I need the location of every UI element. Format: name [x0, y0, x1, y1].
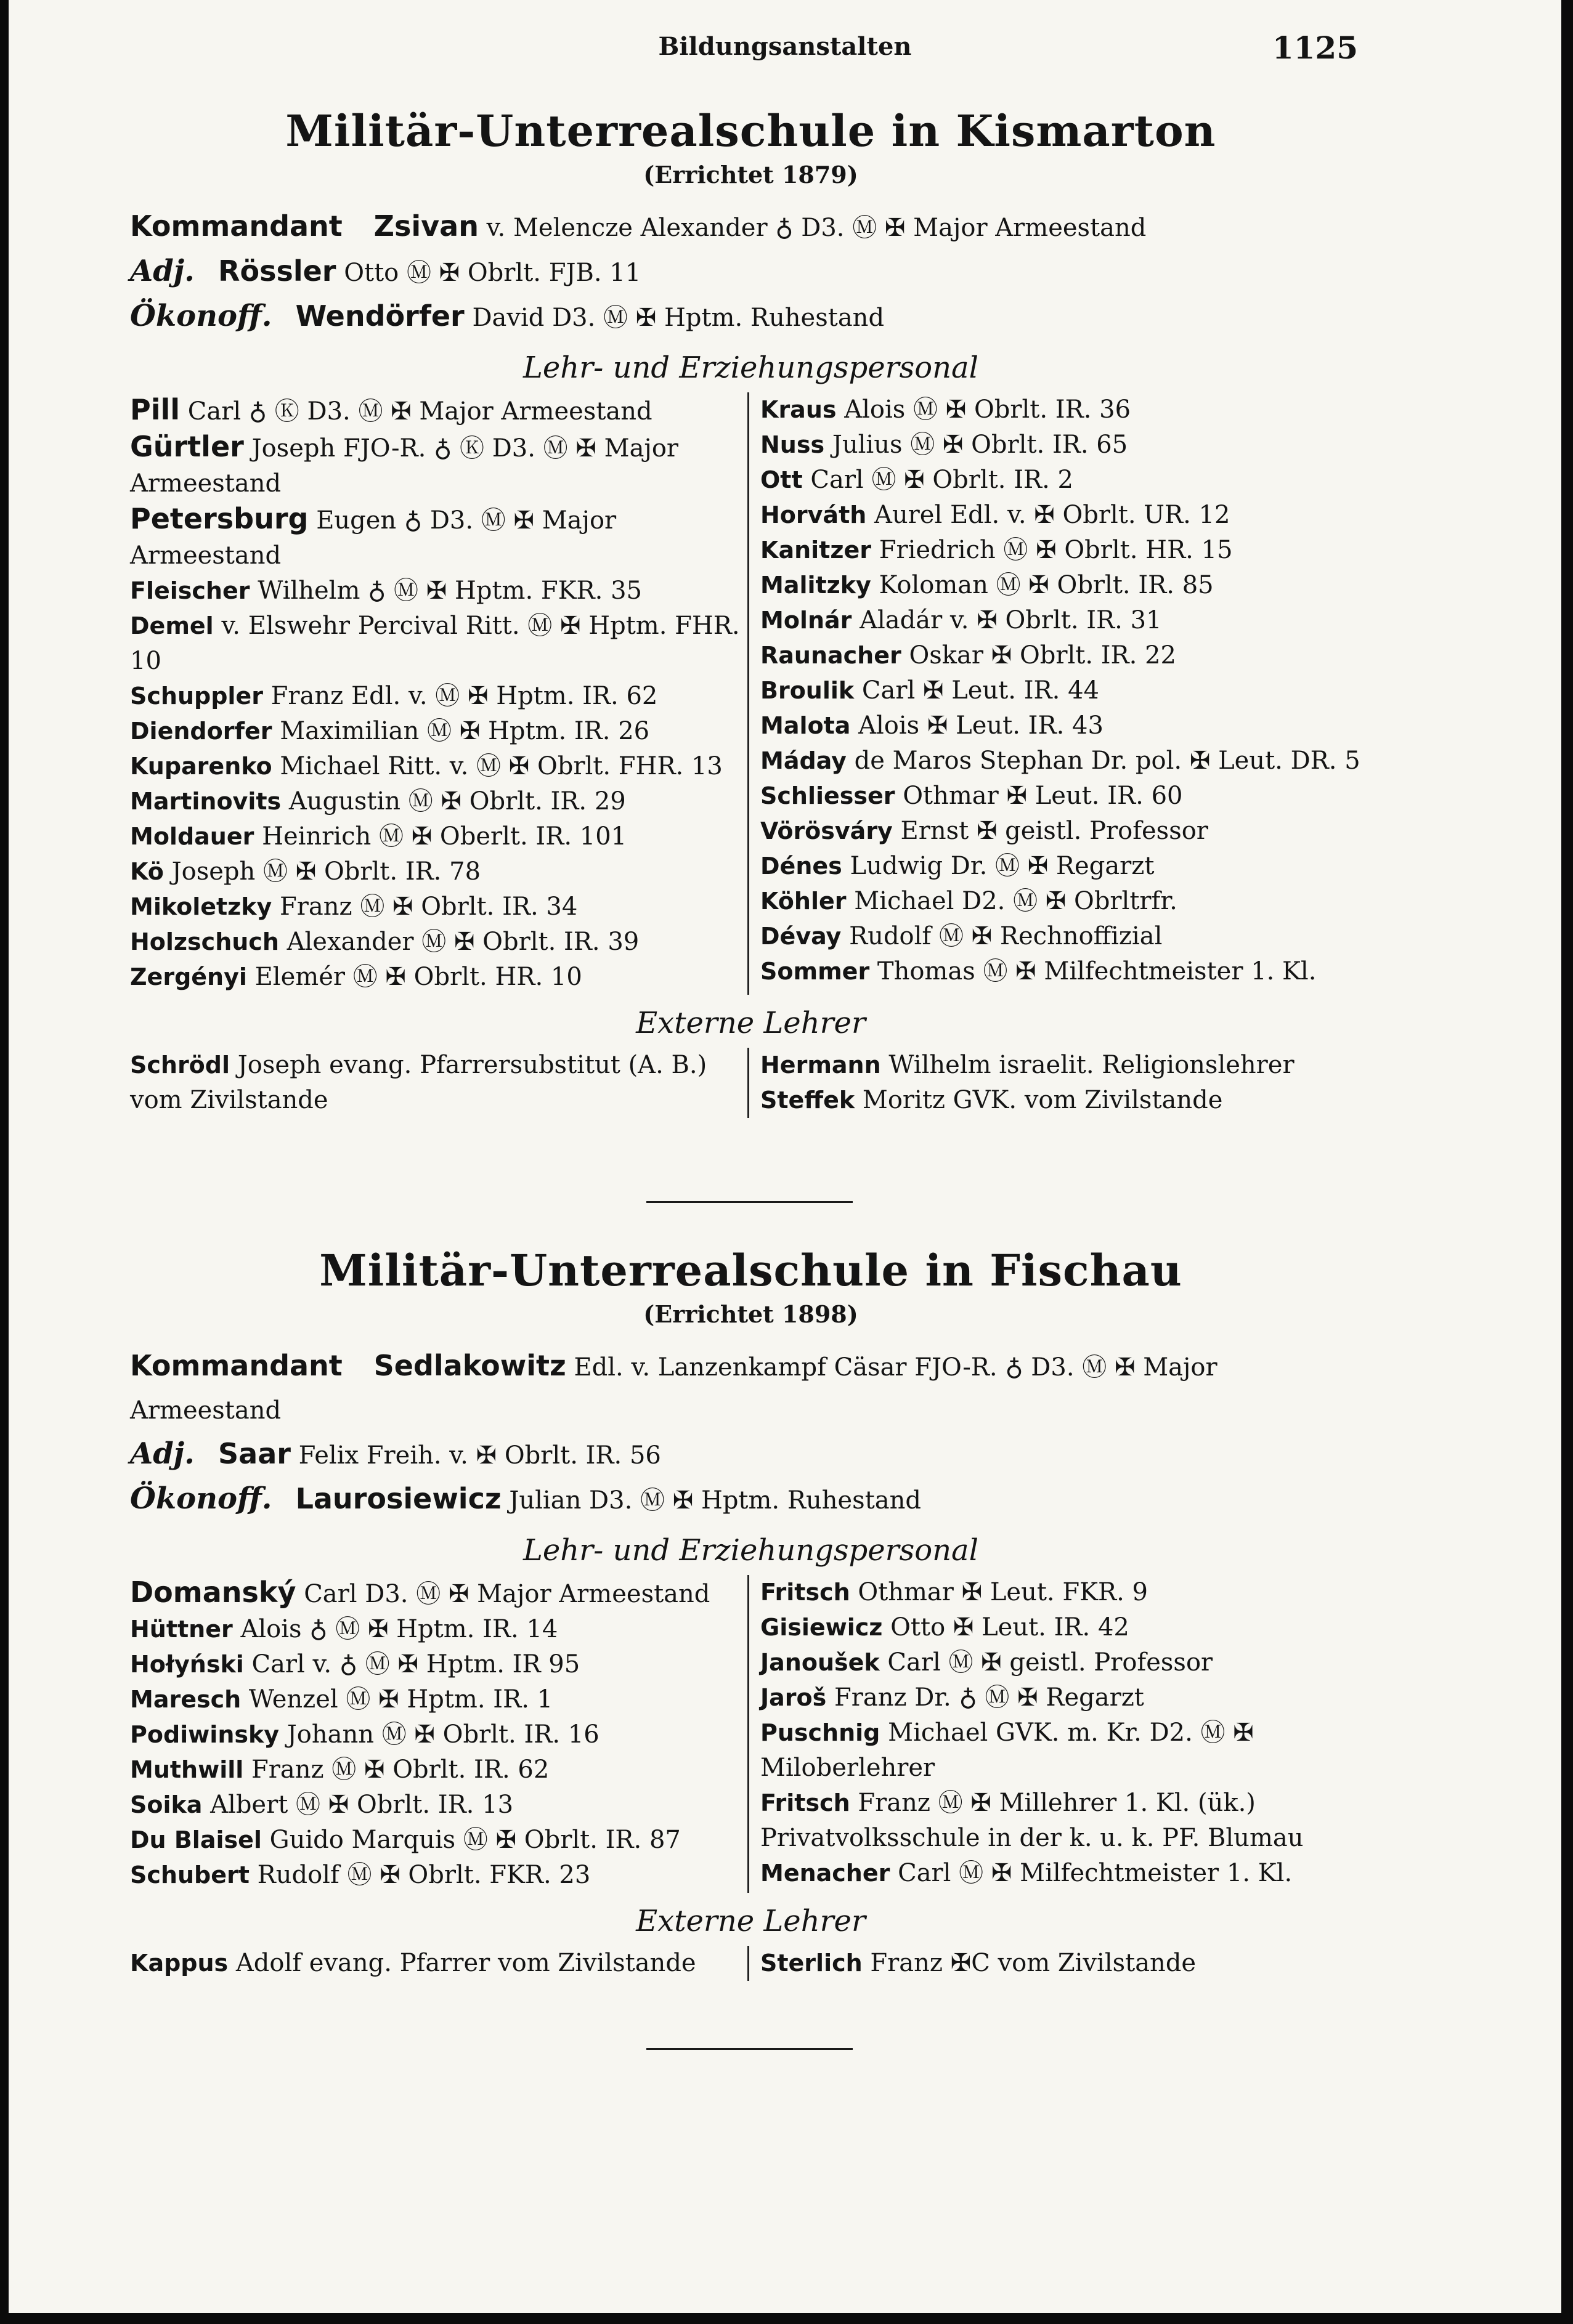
personnel-entry	[760, 1645, 1372, 1680]
entry-details: Wilhelm ♁ Ⓜ ✠ Hptm. FKR. 35	[258, 577, 642, 605]
entry-details: Carl ✠ Leut. IR. 44	[861, 676, 1099, 705]
entry-details: Carl Ⓜ ✠ Milfechtmeister 1. Kl.	[898, 1859, 1293, 1887]
entry-details: Wilhelm israelit. Religionslehrer	[888, 1051, 1295, 1079]
entry-surname: Malitzky	[760, 572, 871, 599]
entry-details: Moritz GVK. vom Zivilstande	[862, 1086, 1223, 1114]
entry-surname: Kappus	[130, 1949, 229, 1977]
entry-details: Johann Ⓜ ✠ Obrlt. IR. 16	[287, 1720, 600, 1749]
entry-details: Carl Ⓜ ✠ geistl. Professor	[887, 1648, 1213, 1677]
entry-details: Elemér Ⓜ ✠ Obrlt. HR. 10	[254, 963, 582, 991]
entry-surname: Fleischer	[130, 577, 250, 604]
personnel-entry	[130, 1717, 741, 1752]
entry-details: Franz Ⓜ ✠ Obrlt. IR. 62	[251, 1755, 550, 1784]
staff-adjutant	[130, 249, 1372, 294]
external-heading: Externe Lehrer	[636, 1006, 866, 1040]
personnel-entry	[760, 814, 1372, 849]
personnel-entry	[760, 1856, 1372, 1891]
faculty-heading: Lehr- und Erziehungspersonal	[522, 350, 979, 385]
personnel-entry	[130, 392, 741, 429]
personnel-entry	[760, 1946, 1372, 1981]
entry-details: Franz Edl. v. Ⓜ ✠ Hptm. IR. 62	[270, 682, 658, 710]
entry-details: Michael GVK. m. Kr. D2. Ⓜ ✠ Miloberlehrer	[760, 1719, 1254, 1782]
entry-surname: Vörösváry	[760, 817, 893, 844]
entry-surname: Schliesser	[760, 782, 895, 809]
entry-surname: Jaroš	[760, 1684, 827, 1711]
entry-details: Albert Ⓜ ✠ Obrlt. IR. 13	[210, 1791, 514, 1819]
entry-surname: Menacher	[760, 1860, 890, 1887]
entry-surname: Dénes	[760, 852, 842, 880]
entry-surname: Puschnig	[760, 1719, 880, 1746]
section-divider	[646, 1201, 853, 1203]
section-divider	[646, 2048, 853, 2050]
personnel-entry	[760, 533, 1372, 568]
entry-details: Joseph FJO-R. ♁ Ⓚ D3. Ⓜ ✠ Major Armeestand	[130, 434, 679, 498]
staff-name: Laurosiewicz	[295, 1482, 502, 1515]
entry-surname: Kuparenko	[130, 753, 272, 780]
entry-details: Koloman Ⓜ ✠ Obrlt. IR. 85	[879, 571, 1214, 599]
entry-details: Michael D2. Ⓜ ✠ Obrltrfr.	[854, 887, 1177, 915]
entry-surname: Zergényi	[130, 963, 247, 990]
personnel-entry	[130, 854, 741, 889]
staff-name: Rössler	[218, 254, 336, 288]
entry-details: Othmar ✠ Leut. FKR. 9	[858, 1578, 1148, 1606]
personnel-entry	[760, 1610, 1372, 1645]
external-left-column	[130, 1048, 749, 1118]
established-note: (Errichtet 1879)	[643, 161, 858, 188]
entry-surname: Dévay	[760, 923, 842, 950]
staff-economist	[130, 294, 1372, 339]
personnel-entry	[130, 1752, 741, 1788]
section-kismarton	[130, 105, 1372, 1118]
staff-name: Sedlakowitz	[373, 1349, 566, 1382]
staff-role: Adj.	[130, 1436, 195, 1471]
entry-details: Rudolf Ⓜ ✠ Rechnoffizial	[849, 922, 1163, 950]
staff-details: Julian D3. Ⓜ ✠ Hptm. Ruhestand	[509, 1486, 921, 1515]
entry-surname: Podiwinsky	[130, 1721, 280, 1748]
entry-surname: Maresch	[130, 1686, 242, 1713]
entry-surname: Moldauer	[130, 823, 254, 850]
entry-details: v. Elswehr Percival Ritt. Ⓜ ✠ Hptm. FHR. 10	[130, 612, 740, 675]
personnel-entry	[760, 1083, 1372, 1118]
personnel-entry	[130, 1946, 741, 1981]
entry-details: Friedrich Ⓜ ✠ Obrlt. HR. 15	[879, 536, 1233, 564]
entry-details: Ernst ✠ geistl. Professor	[900, 817, 1208, 845]
external-columns	[130, 1946, 1372, 1981]
staff-adjutant	[130, 1432, 1372, 1477]
entry-surname: Gürtler	[130, 430, 244, 463]
personnel-entry	[760, 954, 1372, 989]
entry-surname: Demel	[130, 612, 214, 639]
personnel-entry	[760, 743, 1372, 779]
staff-details: David D3. Ⓜ ✠ Hptm. Ruhestand	[472, 304, 885, 332]
entry-surname: Fritsch	[760, 1579, 850, 1606]
personnel-entry	[760, 1575, 1372, 1610]
personnel-entry	[760, 708, 1372, 743]
entry-surname: Hüttner	[130, 1616, 233, 1643]
staff-commander	[130, 1344, 1372, 1432]
entry-details: Joseph Ⓜ ✠ Obrlt. IR. 78	[171, 857, 481, 886]
entry-surname: Schrödl	[130, 1051, 230, 1079]
entry-surname: Martinovits	[130, 788, 282, 815]
personnel-entry	[130, 1647, 741, 1682]
staff-name: Zsivan	[373, 209, 479, 243]
faculty-right-column	[749, 392, 1372, 995]
staff-role: Adj.	[130, 254, 195, 288]
entry-surname: Ott	[760, 466, 803, 493]
personnel-entry	[130, 749, 741, 784]
personnel-entry	[130, 1858, 741, 1893]
entry-details: Franz Ⓜ ✠ Millehrer 1. Kl. (ük.) Privatvolksschule in der k. u. k. PF. Blumau	[760, 1789, 1304, 1852]
entry-surname: Kanitzer	[760, 536, 871, 564]
entry-surname: Molnár	[760, 607, 852, 634]
entry-details: Maximilian Ⓜ ✠ Hptm. IR. 26	[280, 717, 650, 745]
page-number: 1125	[1272, 30, 1358, 66]
personnel-entry	[130, 1682, 741, 1717]
staff-details: Edl. v. Lanzenkampf Cäsar FJO-R. ♁ D3. Ⓜ ✠ Major Armeestand	[130, 1353, 1217, 1425]
personnel-entry	[130, 714, 741, 749]
entry-details: Guido Marquis Ⓜ ✠ Obrlt. IR. 87	[269, 1826, 681, 1854]
entry-details: Othmar ✠ Leut. IR. 60	[903, 782, 1183, 810]
faculty-right-column	[749, 1575, 1372, 1893]
entry-details: Augustin Ⓜ ✠ Obrlt. IR. 29	[288, 787, 626, 816]
entry-surname: Kraus	[760, 396, 837, 423]
staff-details: Felix Freih. v. ✠ Obrlt. IR. 56	[298, 1441, 661, 1470]
personnel-entry	[760, 1048, 1372, 1083]
section-fischau	[130, 1244, 1372, 1981]
entry-details: Carl v. ♁ Ⓜ ✠ Hptm. IR 95	[251, 1650, 580, 1678]
entry-details: Adolf evang. Pfarrer vom Zivilstande	[235, 1949, 696, 1977]
entry-surname: Steffek	[760, 1087, 855, 1114]
personnel-entry	[760, 638, 1372, 673]
personnel-entry	[130, 925, 741, 960]
established-note: (Errichtet 1898)	[643, 1300, 858, 1328]
entry-surname: Nuss	[760, 431, 825, 458]
entry-surname: Malota	[760, 712, 851, 739]
staff-name: Saar	[218, 1437, 291, 1470]
external-right-column	[749, 1946, 1372, 1981]
entry-details: Ludwig Dr. Ⓜ ✠ Regarzt	[850, 852, 1155, 880]
entry-surname: Hermann	[760, 1051, 881, 1079]
staff-details: Otto Ⓜ ✠ Obrlt. FJB. 11	[344, 259, 641, 287]
entry-details: Oskar ✠ Obrlt. IR. 22	[909, 641, 1177, 670]
entry-surname: Gisiewicz	[760, 1614, 883, 1641]
entry-details: Alois Ⓜ ✠ Obrlt. IR. 36	[844, 395, 1131, 424]
entry-details: Alois ♁ Ⓜ ✠ Hptm. IR. 14	[240, 1615, 558, 1643]
personnel-entry	[760, 884, 1372, 919]
entry-surname: Broulik	[760, 677, 855, 704]
entry-details: Wenzel Ⓜ ✠ Hptm. IR. 1	[248, 1685, 553, 1714]
command-staff	[130, 1344, 1372, 1522]
entry-surname: Fritsch	[760, 1789, 850, 1816]
entry-details: Aurel Edl. v. ✠ Obrlt. UR. 12	[874, 501, 1230, 529]
entry-surname: Schubert	[130, 1861, 250, 1889]
personnel-entry	[760, 427, 1372, 463]
entry-details: Otto ✠ Leut. IR. 42	[890, 1613, 1129, 1642]
entry-surname: Máday	[760, 747, 847, 774]
faculty-left-column	[130, 392, 749, 995]
section-title: Militär-Unterrealschule in Kismarton	[285, 105, 1216, 156]
personnel-entry	[130, 784, 741, 819]
external-columns	[130, 1048, 1372, 1118]
personnel-entry	[760, 568, 1372, 603]
personnel-entry	[130, 1823, 741, 1858]
external-left-column	[130, 1946, 749, 1981]
entry-surname: Soika	[130, 1791, 203, 1818]
staff-role: Kommandant	[130, 1349, 343, 1382]
entry-details: Carl Ⓜ ✠ Obrlt. IR. 2	[810, 466, 1073, 494]
entry-details: Aladár v. ✠ Obrlt. IR. 31	[860, 606, 1162, 634]
entry-details: Julius Ⓜ ✠ Obrlt. IR. 65	[832, 431, 1128, 459]
entry-surname: Sterlich	[760, 1949, 863, 1977]
staff-role: Kommandant	[130, 209, 343, 243]
personnel-entry	[760, 392, 1372, 427]
entry-surname: Horváth	[760, 501, 867, 528]
personnel-entry	[760, 1680, 1372, 1715]
personnel-entry	[130, 819, 741, 854]
entry-surname: Janoušek	[760, 1649, 880, 1676]
faculty-columns	[130, 1575, 1372, 1893]
personnel-entry	[130, 429, 741, 501]
running-header: Bildungsanstalten	[658, 32, 912, 61]
personnel-entry	[130, 1048, 741, 1118]
document-page	[9, 0, 1561, 2313]
entry-details: Rudolf Ⓜ ✠ Obrlt. FKR. 23	[257, 1861, 591, 1889]
entry-surname: Köhler	[760, 888, 847, 915]
entry-surname: Du Blaisel	[130, 1826, 262, 1853]
entry-details: de Maros Stephan Dr. pol. ✠ Leut. DR. 5	[854, 747, 1360, 775]
staff-details: v. Melencze Alexander ♁ D3. Ⓜ ✠ Major Armeestand	[486, 214, 1147, 242]
staff-role: Ökonoff.	[130, 299, 272, 333]
staff-role: Ökonoff.	[130, 1481, 272, 1516]
entry-details: Franz Dr. ♁ Ⓜ ✠ Regarzt	[834, 1683, 1144, 1712]
faculty-left-column	[130, 1575, 749, 1893]
personnel-entry	[130, 501, 741, 573]
entry-surname: Holzschuch	[130, 928, 279, 955]
personnel-entry	[130, 573, 741, 609]
entry-details: Joseph evang. Pfarrersubstitut (A. B.) vom Zivilstande	[130, 1051, 707, 1114]
staff-economist	[130, 1477, 1372, 1522]
faculty-columns	[130, 392, 1372, 995]
entry-surname: Schuppler	[130, 682, 263, 710]
personnel-entry	[760, 603, 1372, 638]
personnel-entry	[760, 1786, 1372, 1856]
personnel-entry	[130, 1788, 741, 1823]
personnel-entry	[130, 889, 741, 925]
entry-details: Carl D3. Ⓜ ✠ Major Armeestand	[304, 1580, 710, 1608]
entry-details: Franz Ⓜ ✠ Obrlt. IR. 34	[280, 893, 578, 921]
personnel-entry	[760, 498, 1372, 533]
personnel-entry	[760, 1715, 1372, 1786]
personnel-entry	[130, 679, 741, 714]
personnel-entry	[760, 849, 1372, 884]
faculty-heading: Lehr- und Erziehungspersonal	[522, 1533, 979, 1568]
external-right-column	[749, 1048, 1372, 1118]
entry-surname: Muthwill	[130, 1756, 244, 1783]
personnel-entry	[130, 609, 741, 679]
personnel-entry	[760, 673, 1372, 708]
personnel-entry	[130, 1575, 741, 1612]
personnel-entry	[760, 463, 1372, 498]
entry-surname: Pill	[130, 393, 181, 426]
command-staff	[130, 204, 1372, 339]
entry-surname: Mikoletzky	[130, 893, 272, 920]
personnel-entry	[760, 919, 1372, 954]
personnel-entry	[760, 779, 1372, 814]
entry-details: Thomas Ⓜ ✠ Milfechtmeister 1. Kl.	[877, 957, 1317, 986]
entry-details: Michael Ritt. v. Ⓜ ✠ Obrlt. FHR. 13	[280, 752, 723, 780]
entry-surname: Domanský	[130, 1576, 296, 1609]
personnel-entry	[130, 960, 741, 995]
staff-name: Wendörfer	[295, 299, 465, 333]
entry-details: Carl ♁ Ⓚ D3. Ⓜ ✠ Major Armeestand	[187, 397, 652, 426]
entry-surname: Sommer	[760, 958, 870, 985]
entry-surname: Petersburg	[130, 502, 309, 535]
entry-surname: Hołyński	[130, 1651, 244, 1678]
entry-details: Alois ✠ Leut. IR. 43	[858, 711, 1104, 740]
external-heading: Externe Lehrer	[636, 1904, 866, 1938]
entry-details: Alexander Ⓜ ✠ Obrlt. IR. 39	[287, 928, 640, 956]
entry-surname: Kö	[130, 858, 164, 885]
staff-commander	[130, 204, 1372, 249]
personnel-entry	[130, 1612, 741, 1647]
entry-details: Heinrich Ⓜ ✠ Oberlt. IR. 101	[262, 822, 627, 851]
entry-details: Eugen ♁ D3. Ⓜ ✠ Major Armeestand	[130, 506, 617, 570]
entry-surname: Diendorfer	[130, 718, 272, 745]
entry-details: Franz ✠C vom Zivilstande	[870, 1949, 1197, 1977]
entry-surname: Raunacher	[760, 642, 901, 669]
section-title: Militär-Unterrealschule in Fischau	[319, 1245, 1182, 1296]
